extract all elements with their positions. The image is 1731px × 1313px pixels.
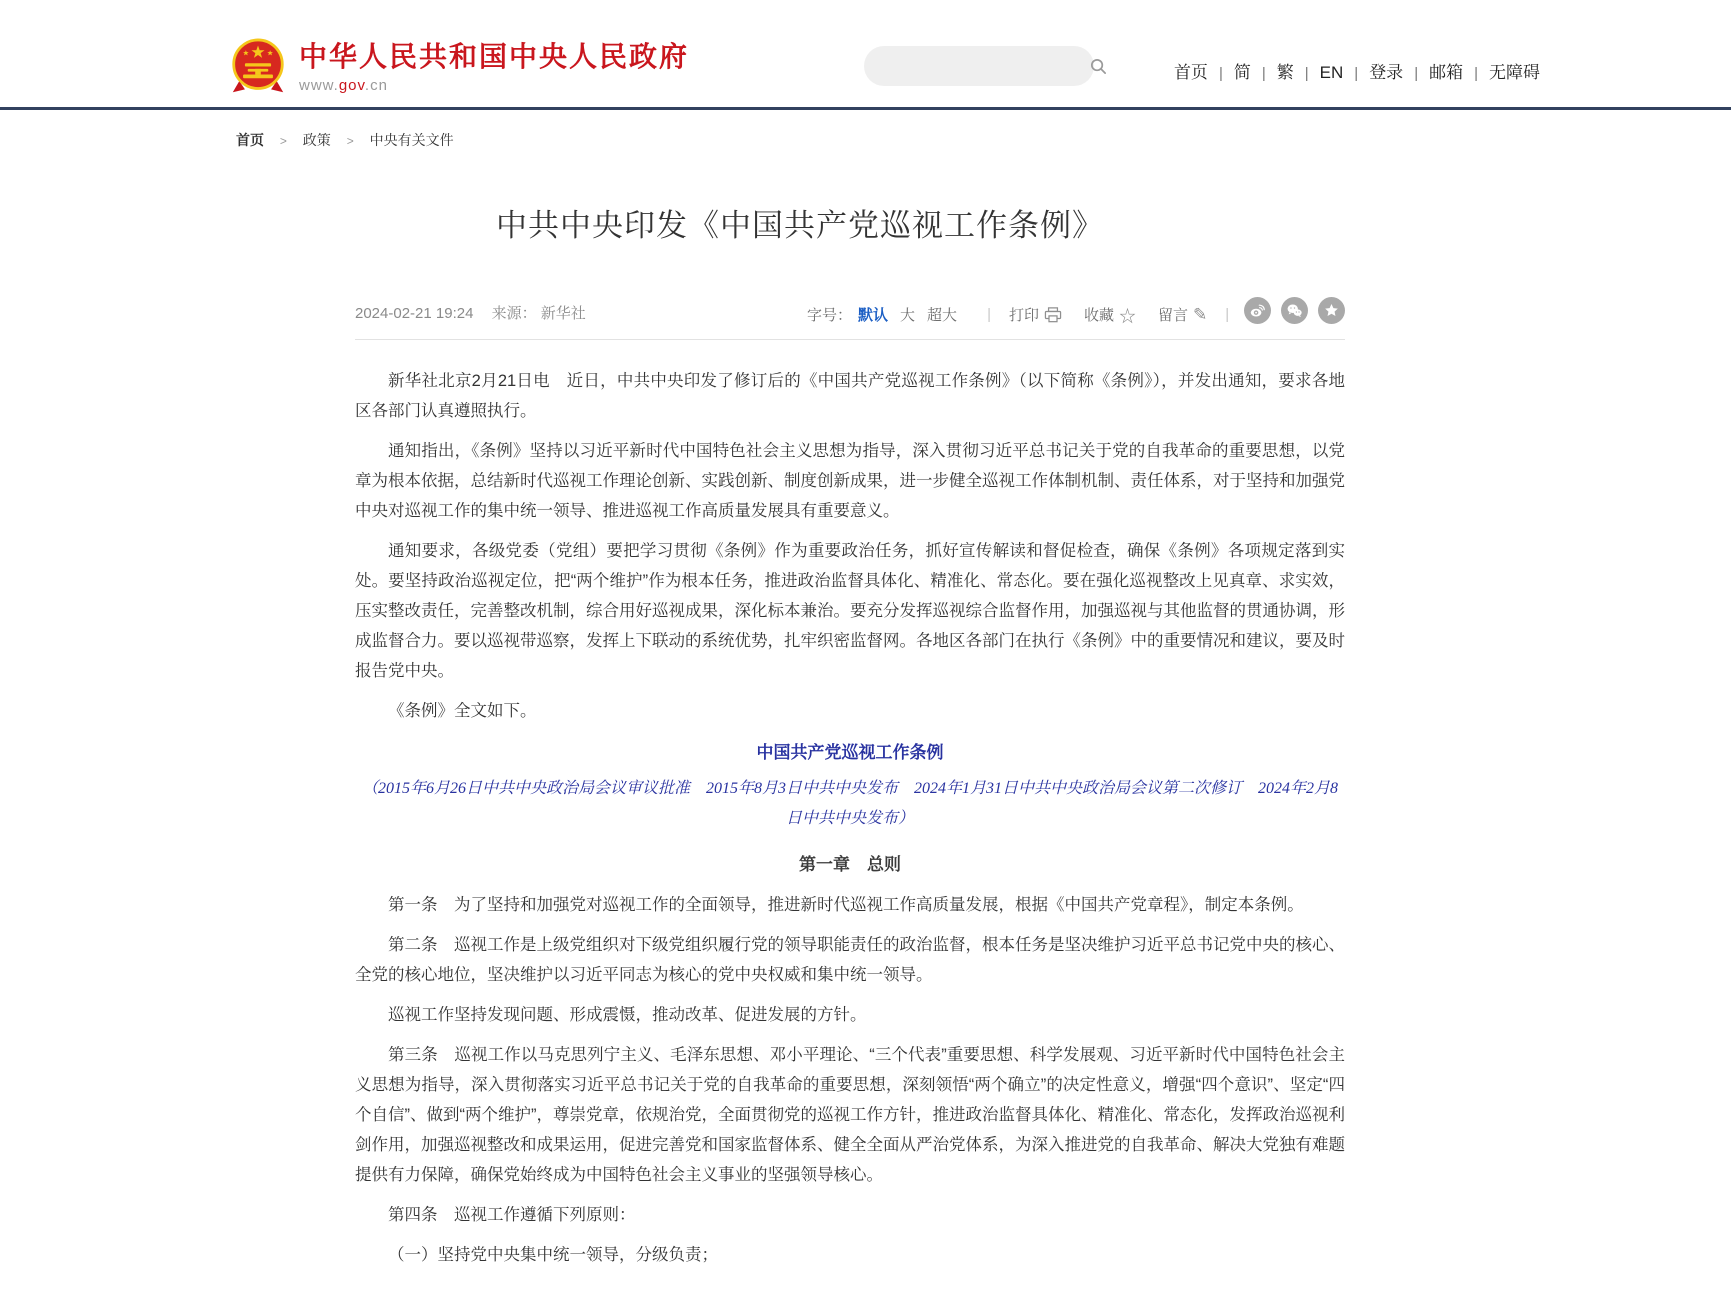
print-button[interactable] — [1009, 304, 1062, 325]
search-input[interactable] — [864, 46, 1089, 86]
fontsize-large-button[interactable]: 大 — [900, 307, 916, 324]
nav-separator: | — [1474, 65, 1478, 82]
nav-accessibility[interactable]: 无障碍 — [1489, 63, 1540, 82]
nav-mail[interactable]: 邮箱 — [1429, 63, 1464, 82]
paragraph: 通知指出，《条例》坚持以习近平新时代中国特色社会主义思想为指导，深入贯彻习近平总书记关于党的自我革命的重要思想，以党章为根本依据，总结新时代巡视工作理论创新、实践创新、制度创新成果，进一步健全巡视工作体制机制、责任体系，对于坚持和加强党中央对巡视工作的集中统一领导、推进巡视工作高质量发展具有重要意义。 — [355, 442, 1345, 520]
nav-separator: | — [1218, 65, 1223, 82]
source-link[interactable]: 新华社 — [540, 305, 586, 322]
pencil-icon: ✎ — [1193, 304, 1208, 324]
printer-icon — [1044, 307, 1062, 323]
comment-label: 留言 — [1158, 307, 1189, 324]
top-nav — [1174, 58, 1540, 83]
share-wechat-icon[interactable] — [1281, 297, 1308, 324]
toolbar-separator: | — [987, 306, 991, 323]
chapter-heading: 第一章 总则 — [799, 855, 901, 874]
publish-datetime: 2024-02-21 19:24 — [355, 305, 474, 322]
site-url-highlight: gov — [338, 76, 365, 94]
search-icon[interactable] — [1089, 46, 1108, 86]
article-toolbar — [807, 302, 1247, 327]
paragraph: 第四条 巡视工作遵循下列原则： — [388, 1206, 636, 1224]
article — [355, 200, 1345, 1270]
article-meta-left — [355, 302, 586, 323]
breadcrumb — [236, 130, 1731, 150]
site-url-suffix: .cn — [364, 76, 388, 94]
breadcrumb-central-documents[interactable]: 中央有关文件 — [369, 132, 454, 148]
breadcrumb-policy[interactable]: 政策 — [302, 132, 331, 148]
paragraph: 巡视工作坚持发现问题、形成震慑，推动改革、促进发展的方针。 — [388, 1006, 867, 1024]
nav-separator: | — [1261, 65, 1266, 82]
star-outline-icon: ☆ — [1119, 307, 1136, 326]
toolbar-separator: | — [1225, 306, 1230, 323]
national-emblem-icon — [230, 38, 286, 96]
site-brand[interactable] — [230, 38, 689, 96]
paragraph: 第二条 巡视工作是上级党组织对下级党组织履行党的领导职能责任的政治监督，根本任务是坚决维护习近平总书记党中央的核心、全党的核心地位，坚决维护以习近平同志为核心的党中央权威和集中统一领导。 — [355, 936, 1345, 984]
nav-login[interactable]: 登录 — [1369, 63, 1404, 82]
article-body — [355, 366, 1345, 1270]
document-dateline: （2015年6月26日中共中央政治局会议审议批准 2015年8月3日中共中央发布 2024年1月31日中共中央政治局会议第二次修订 2024年2月8日中共中央发布） — [361, 780, 1338, 827]
site-header — [0, 0, 1731, 110]
favorite-label: 收藏 — [1083, 307, 1114, 324]
meta-divider — [355, 339, 1345, 340]
paragraph: 第一条 为了坚持和加强党对巡视工作的全面领导，推进新时代巡视工作高质量发展，根据《中国共产党章程》，制定本条例。 — [388, 896, 1304, 914]
print-label: 打印 — [1008, 307, 1039, 324]
breadcrumb-home[interactable]: 首页 — [236, 132, 264, 148]
fontsize-xlarge-button[interactable]: 超大 — [927, 307, 958, 324]
paragraph: 新华社北京2月21日电 近日，中共中央印发了修订后的《中国共产党巡视工作条例》（以下简称《条例》），并发出通知，要求各地区各部门认真遵照执行。 — [355, 372, 1345, 420]
source-label: 来源： — [491, 305, 537, 322]
document-title: 中国共产党巡视工作条例 — [756, 743, 944, 762]
site-title: 中华人民共和国中央人民政府 — [299, 41, 690, 72]
site-url-prefix: www. — [299, 76, 339, 94]
favorite-button[interactable] — [1084, 302, 1136, 327]
nav-separator: | — [1414, 65, 1419, 82]
breadcrumb-separator-icon: > — [279, 134, 287, 148]
article-title: 中共中央印发《中国共产党巡视工作条例》 — [496, 208, 1104, 243]
article-meta-bar — [355, 297, 1345, 327]
paragraph: 《条例》全文如下。 — [388, 702, 537, 720]
fontsize-default-button[interactable]: 默认 — [858, 307, 889, 324]
share-weibo-icon[interactable] — [1244, 297, 1271, 324]
search-box[interactable] — [864, 46, 1094, 86]
fontsize-label: 字号： — [807, 307, 853, 324]
comment-button[interactable] — [1158, 304, 1207, 325]
paragraph: 通知要求，各级党委（党组）要把学习贯彻《条例》作为重要政治任务，抓好宣传解读和督促检查，确保《条例》各项规定落到实处。要坚持政治巡视定位，把“两个维护”作为根本任务，推进政治监督具体化、精准化、常态化。要在强化巡视整改上见真章、求实效，压实整改责任，完善整改机制，综合用好巡视成果，深化标本兼治。要充分发挥巡视综合监督作用，加强巡视与其他监督的贯通协调，形成监督合力。要以巡视带巡察，发挥上下联动的系统优势，扎牢织密监督网。各地区各部门在执行《条例》中的重要情况和建议，要及时报告党中央。 — [355, 542, 1345, 680]
nav-separator: | — [1304, 65, 1309, 82]
paragraph: 第三条 巡视工作以马克思列宁主义、毛泽东思想、邓小平理论、“三个代表”重要思想、科学发展观、习近平新时代中国特色社会主义思想为指导，深入贯彻落实习近平总书记关于党的自我革命的重要思想，深刻领悟“两个确立”的决定性意义，增强“四个意识”、坚定“四个自信”、做到“两个维护”，尊崇党章，依规治党，全面贯彻党的巡视工作方针，推进政治监督具体化、精准化、常态化，发挥政治巡视利剑作用，加强巡视整改和成果运用，促进完善党和国家监督体系、健全全面从严治党体系，为深入推进党的自我革命、解决大党独有难题提供有力保障，确保党始终成为中国特色社会主义事业的坚强领导核心。 — [355, 1046, 1345, 1184]
paragraph: （一）坚持党中央集中统一领导，分级负责； — [388, 1246, 718, 1264]
nav-separator: | — [1354, 65, 1359, 82]
share-bar — [1244, 297, 1345, 324]
breadcrumb-separator-icon: > — [346, 134, 354, 148]
nav-simplified[interactable]: 简 — [1233, 63, 1251, 82]
site-url — [299, 77, 689, 94]
nav-english[interactable]: EN — [1319, 63, 1344, 82]
share-more-star-icon[interactable] — [1318, 297, 1345, 324]
nav-traditional[interactable]: 繁 — [1276, 63, 1294, 82]
nav-home[interactable]: 首页 — [1173, 63, 1208, 82]
